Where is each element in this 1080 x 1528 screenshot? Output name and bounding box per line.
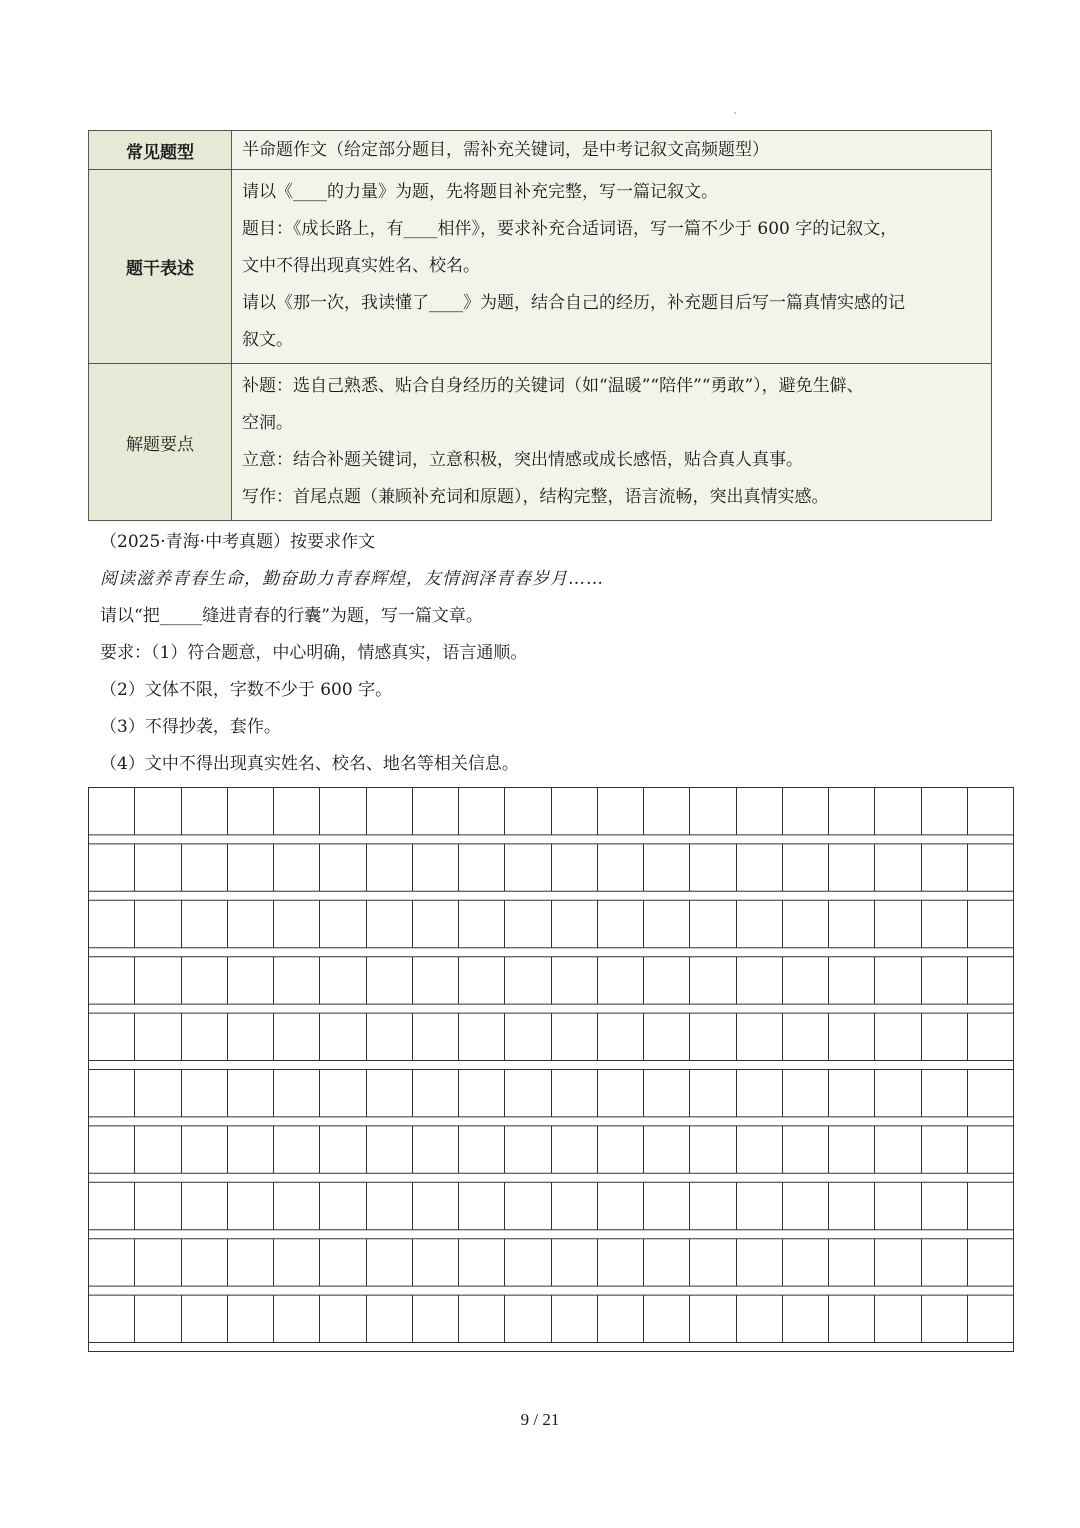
content-line: 补题：选自己熟悉、贴合自身经历的关键词（如“温暖”“陪伴”“勇敢”），避免生僻、 (242, 376, 864, 396)
speck (734, 112, 736, 114)
content-line: 写作：首尾点题（兼顾补充词和原题），结构完整，语言流畅，突出真情实感。 (242, 487, 829, 507)
row-label-prompt-wording: 题干表述 (89, 170, 232, 364)
essay-question (100, 524, 1000, 783)
content-line: 叙文。 (242, 330, 293, 350)
content-line: 题目：《成长路上，有____相伴》，要求补充合适词语，写一篇不少于 600 字的记叙文， (242, 219, 898, 239)
content-line: 文中不得出现真实姓名、校名。 (242, 256, 480, 276)
requirement-line: 要求：（1）符合题意，中心明确，情感真实，语言通顺。 (100, 643, 528, 663)
table-row (89, 364, 992, 521)
requirement-line: （3）不得抄袭，套作。 (100, 717, 281, 737)
page-number: 9 / 21 (520, 1410, 560, 1429)
row-content-key-points (232, 364, 992, 521)
content-line: 请以《____的力量》为题，先将题目补充完整，写一篇记叙文。 (242, 182, 718, 202)
content-line: 请以《那一次，我读懂了____》为题，结合自己的经历，补充题目后写一篇真情实感的记 (242, 293, 905, 313)
row-label-key-points: 解题要点 (89, 364, 232, 521)
row-label-question-type: 常见题型 (89, 131, 232, 170)
table-row (89, 170, 992, 364)
requirement-line: （2）文体不限，字数不少于 600 字。 (100, 680, 393, 700)
writing-grid-lines (88, 787, 1014, 1352)
content-line: 立意：结合补题关键词，立意积极，突出情感或成长感悟，贴合真人真事。 (242, 450, 803, 470)
table-row (89, 131, 992, 170)
row-content-prompt-wording (232, 170, 992, 364)
question-prompt: 请以“把_____缝进青春的行囊”为题，写一篇文章。 (100, 606, 483, 626)
writing-grid (88, 787, 1014, 1352)
writing-tips-table (88, 130, 992, 521)
question-source: （2025·青海·中考真题）按要求作文 (100, 532, 376, 552)
content-line: 空洞。 (242, 413, 293, 433)
requirement-line: （4）文中不得出现真实姓名、校名、地名等相关信息。 (100, 754, 519, 774)
question-intro: 阅读滋养青春生命，勤奋助力青春辉煌，友情润泽青春岁月…… (100, 569, 604, 589)
content-line: 半命题作文（给定部分题目，需补充关键词，是中考记叙文高频题型） (242, 140, 769, 160)
row-content-question-type (232, 131, 992, 170)
